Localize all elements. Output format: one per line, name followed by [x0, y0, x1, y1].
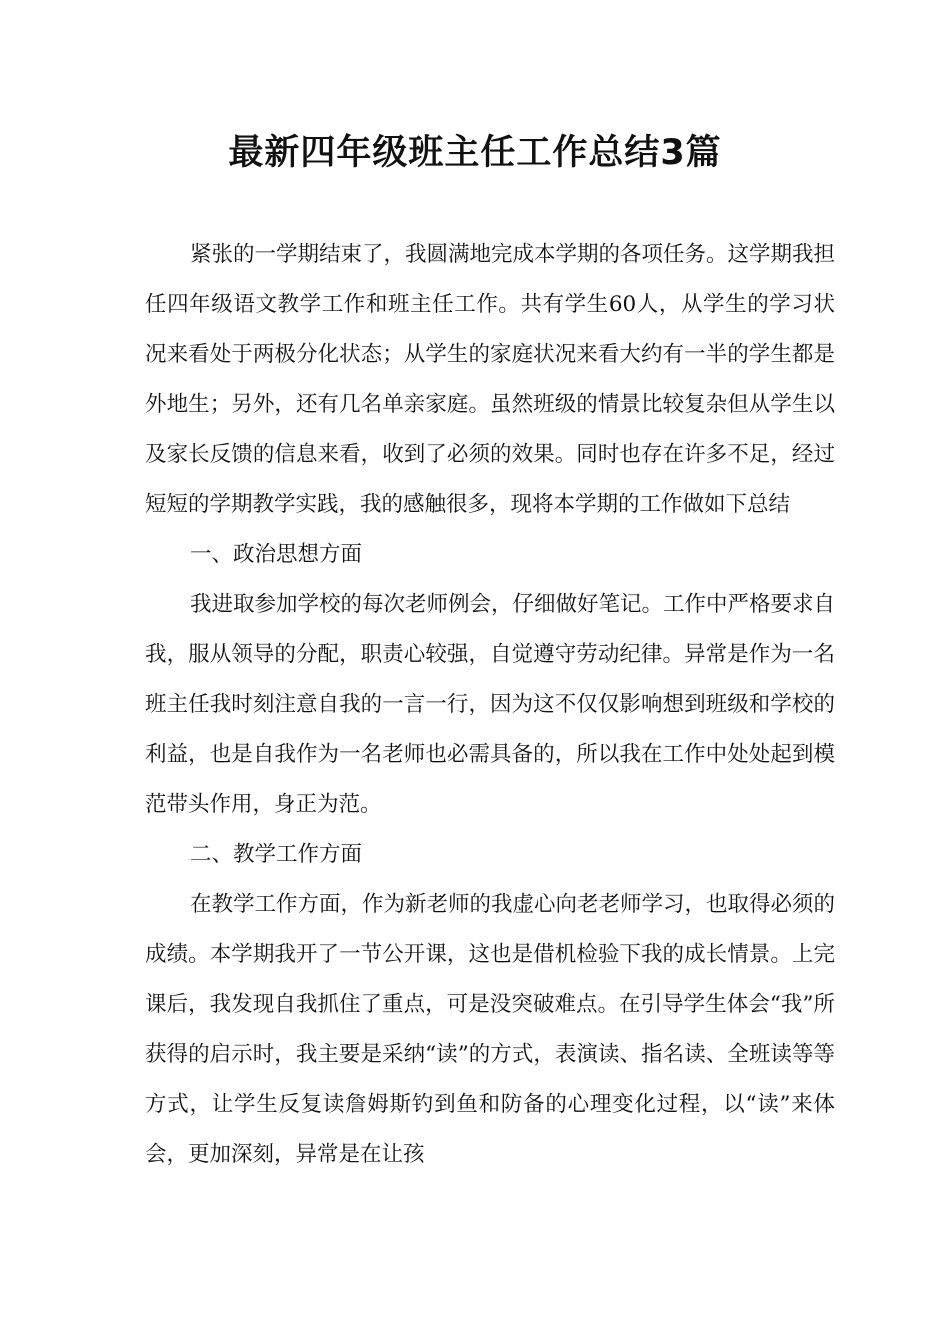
paragraph-intro: 紧张的一学期结束了，我圆满地完成本学期的各项任务。这学期我担任四年级语文教学工作和班主任工作。共有学生60人，从学生的学习状况来看处于两极分化状态；从学生的家庭状况来看大约有一半的学生都是外地生；另外，还有几名单亲家庭。虽然班级的情景比较复杂但从学生以及家长反馈的信息来看，收到了必须的效果。同时也存在许多不足，经过短短的学期教学实践，我的感触很多，现将本学期的工作做如下总结: [145, 242, 836, 517]
document-body: [145, 230, 835, 1180]
section-heading-teaching: 二、教学工作方面: [190, 842, 363, 867]
document-title: 最新四年级班主任工作总结3篇: [228, 133, 722, 173]
paragraph-teaching: 在教学工作方面，作为新老师的我虚心向老老师学习，也取得必须的成绩。本学期我开了一节公开课，这也是借机检验下我的成长情景。上完课后，我发现自我抓住了重点，可是没突破难点。在引导学生体会“我”所获得的启示时，我主要是采纳“读”的方式，表演读、指名读、全班读等等方式，让学生反复读詹姆斯钓到鱼和防备的心理变化过程，以“读”来体会，更加深刻，异常是在让孩: [145, 892, 836, 1167]
section-heading-politics: 一、政治思想方面: [190, 542, 363, 567]
paragraph-politics: 我进取参加学校的每次老师例会，仔细做好笔记。工作中严格要求自我，服从领导的分配，职责心较强，自觉遵守劳动纪律。异常是作为一名班主任我时刻注意自我的一言一行，因为这不仅仅影响想到班级和学校的利益，也是自我作为一名老师也必需具备的，所以我在工作中处处起到模范带头作用，身正为范。: [145, 592, 836, 817]
